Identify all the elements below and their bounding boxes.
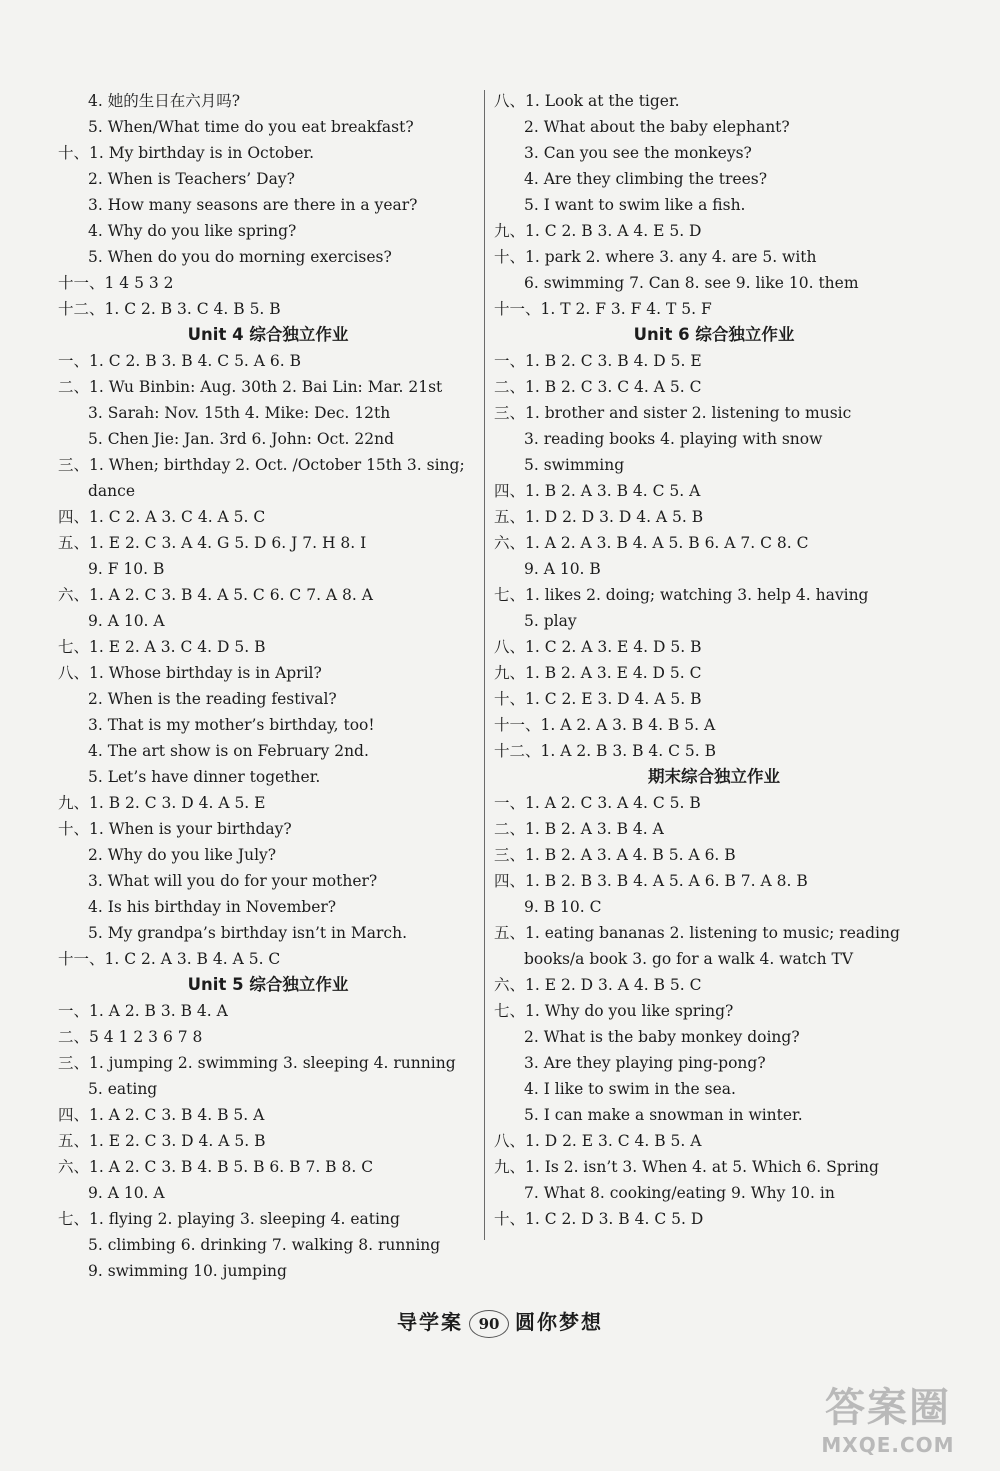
answer-line: 3. Are they playing ping-pong?	[524, 1054, 766, 1072]
answer-line: 九、1. B 2. C 3. D 4. A 5. E	[58, 794, 266, 812]
answer-line: 八、1. D 2. E 3. C 4. B 5. A	[494, 1132, 702, 1150]
answer-line: 四、1. B 2. A 3. B 4. C 5. A	[494, 482, 701, 500]
answer-line: 八、1. Whose birthday is in April?	[58, 664, 322, 682]
answer-line: 三、1. brother and sister 2. listening to music	[494, 404, 852, 422]
answer-line: 六、1. A 2. C 3. B 4. A 5. C 6. C 7. A 8. A	[58, 586, 373, 604]
answer-line: 一、1. A 2. C 3. A 4. C 5. B	[494, 794, 701, 812]
answer-line: 4. I like to swim in the sea.	[524, 1080, 736, 1098]
footer-right-text: 圆你梦想	[515, 1310, 603, 1334]
answer-line: 5. swimming	[524, 456, 625, 474]
answer-line: 5. When/What time do you eat breakfast?	[88, 118, 414, 136]
answer-line: 3. Sarah: Nov. 15th 4. Mike: Dec. 12th	[88, 404, 391, 422]
answer-line: 十、1. C 2. E 3. D 4. A 5. B	[494, 690, 702, 708]
watermark-logo	[798, 1376, 978, 1457]
section-heading: 期末综合独立作业	[648, 767, 780, 786]
answer-line: 9. B 10. C	[524, 898, 602, 916]
answer-line: 9. A 10. B	[524, 560, 601, 578]
answer-line: 一、1. C 2. B 3. B 4. C 5. A 6. B	[58, 352, 302, 370]
answer-line: 五、1. E 2. C 3. A 4. G 5. D 6. J 7. H 8. I	[58, 534, 367, 552]
answer-line: 五、1. D 2. D 3. D 4. A 5. B	[494, 508, 704, 526]
answer-line: 七、1. flying 2. playing 3. sleeping 4. eating	[58, 1210, 400, 1228]
answer-line: 十一、1. A 2. A 3. B 4. B 5. A	[494, 716, 716, 734]
answer-line: 七、1. likes 2. doing; watching 3. help 4. having	[494, 586, 869, 604]
answer-line: 3. How many seasons are there in a year?	[88, 196, 418, 214]
answer-line: 四、1. C 2. A 3. C 4. A 5. C	[58, 508, 266, 526]
answer-line: 七、1. E 2. A 3. C 4. D 5. B	[58, 638, 266, 656]
answer-line: 十、1. My birthday is in October.	[58, 144, 314, 162]
answer-line: 五、1. eating bananas 2. listening to music; reading	[494, 924, 900, 942]
answer-line: 三、1. When; birthday 2. Oct. /October 15th 3. sing;	[58, 456, 465, 474]
answer-line: 4. 她的生日在六月吗?	[88, 92, 241, 110]
answer-line: 十一、1. T 2. F 3. F 4. T 5. F	[494, 300, 712, 318]
answer-line: 六、1. E 2. D 3. A 4. B 5. C	[494, 976, 702, 994]
section-heading: Unit 4 综合独立作业	[187, 325, 349, 344]
answer-line: 七、1. Why do you like spring?	[494, 1002, 734, 1020]
answer-line: 5. climbing 6. drinking 7. walking 8. running	[88, 1236, 441, 1254]
answer-line: 6. swimming 7. Can 8. see 9. like 10. them	[524, 274, 859, 292]
answer-line: 5. I can make a snowman in winter.	[524, 1106, 803, 1124]
answer-line: 4. Are they climbing the trees?	[524, 170, 768, 188]
answer-line: 5. play	[524, 612, 577, 630]
answer-line: 十、1. C 2. D 3. B 4. C 5. D	[494, 1210, 704, 1228]
answer-line: 十二、1. C 2. B 3. C 4. B 5. B	[58, 300, 281, 318]
answer-line: 3. That is my mother’s birthday, too!	[88, 716, 375, 734]
answer-line: 二、5 4 1 2 3 6 7 8	[58, 1028, 203, 1046]
answer-line: 9. A 10. A	[88, 1184, 165, 1202]
answer-line: 九、1. Is 2. isn’t 3. When 4. at 5. Which 6. Spring	[494, 1158, 879, 1176]
answer-line: books/a book 3. go for a walk 4. watch TV	[524, 950, 854, 968]
answer-line: 2. What is the baby monkey doing?	[524, 1028, 800, 1046]
answer-line: 5. My grandpa’s birthday isn’t in March.	[88, 924, 408, 942]
answer-line: 二、1. Wu Binbin: Aug. 30th 2. Bai Lin: Mar. 21st	[58, 378, 443, 396]
answer-line: 2. When is Teachers’ Day?	[88, 170, 295, 188]
answer-line: 2. What about the baby elephant?	[524, 118, 790, 136]
answer-line: 三、1. jumping 2. swimming 3. sleeping 4. running	[58, 1054, 456, 1072]
section-heading: Unit 6 综合独立作业	[633, 325, 795, 344]
answer-line: 十一、1. C 2. A 3. B 4. A 5. C	[58, 950, 281, 968]
answer-line: 五、1. E 2. C 3. D 4. A 5. B	[58, 1132, 266, 1150]
answer-line: 十二、1. A 2. B 3. B 4. C 5. B	[494, 742, 717, 760]
answer-line: 九、1. B 2. A 3. E 4. D 5. C	[494, 664, 702, 682]
page-number: 90	[469, 1310, 509, 1338]
answer-line: 3. reading books 4. playing with snow	[524, 430, 823, 448]
answer-line: 2. Why do you like July?	[88, 846, 277, 864]
watermark-title: 答案圈	[825, 1385, 951, 1431]
answer-line: 六、1. A 2. C 3. B 4. B 5. B 6. B 7. B 8. C	[58, 1158, 374, 1176]
section-heading: Unit 5 综合独立作业	[187, 975, 349, 994]
watermark-url: MXQE.COM	[821, 1433, 955, 1457]
answer-line: 二、1. B 2. C 3. C 4. A 5. C	[494, 378, 702, 396]
answer-line: dance	[88, 482, 135, 500]
answer-line: 三、1. B 2. A 3. A 4. B 5. A 6. B	[494, 846, 736, 864]
answer-line: 5. Chen Jie: Jan. 3rd 6. John: Oct. 22nd	[88, 430, 395, 448]
answer-line: 十、1. park 2. where 3. any 4. are 5. with	[494, 248, 817, 266]
answer-line: 9. swimming 10. jumping	[88, 1262, 287, 1280]
answer-line: 9. F 10. B	[88, 560, 165, 578]
right-column	[494, 88, 934, 1232]
answer-line: 八、1. Look at the tiger.	[494, 92, 680, 110]
answer-line: 一、1. A 2. B 3. B 4. A	[58, 1002, 228, 1020]
answer-line: 十一、1 4 5 3 2	[58, 274, 174, 292]
answer-line: 二、1. B 2. A 3. B 4. A	[494, 820, 664, 838]
answer-line: 5. When do you do morning exercises?	[88, 248, 392, 266]
answer-line: 六、1. A 2. A 3. B 4. A 5. B 6. A 7. C 8. C	[494, 534, 809, 552]
answer-line: 八、1. C 2. A 3. E 4. D 5. B	[494, 638, 702, 656]
answer-line: 4. Is his birthday in November?	[88, 898, 337, 916]
answer-line: 5. Let’s have dinner together.	[88, 768, 321, 786]
answer-line: 4. Why do you like spring?	[88, 222, 297, 240]
answer-line: 5. eating	[88, 1080, 158, 1098]
answer-line: 5. I want to swim like a fish.	[524, 196, 746, 214]
answer-line: 2. When is the reading festival?	[88, 690, 337, 708]
footer-left-text: 导学案	[397, 1310, 463, 1334]
answer-line: 3. Can you see the monkeys?	[524, 144, 752, 162]
answer-line: 九、1. C 2. B 3. A 4. E 5. D	[494, 222, 702, 240]
answer-line: 4. The art show is on February 2nd.	[88, 742, 369, 760]
answer-line: 一、1. B 2. C 3. B 4. D 5. E	[494, 352, 702, 370]
answer-line: 3. What will you do for your mother?	[88, 872, 378, 890]
answer-line: 9. A 10. A	[88, 612, 165, 630]
answer-line: 7. What 8. cooking/eating 9. Why 10. in	[524, 1184, 835, 1202]
answer-line: 四、1. B 2. B 3. B 4. A 5. A 6. B 7. A 8. B	[494, 872, 808, 890]
answer-line: 十、1. When is your birthday?	[58, 820, 292, 838]
column-divider	[484, 90, 485, 1240]
page-footer	[0, 1306, 1000, 1338]
answer-line: 四、1. A 2. C 3. B 4. B 5. A	[58, 1106, 265, 1124]
left-column	[58, 88, 478, 1284]
